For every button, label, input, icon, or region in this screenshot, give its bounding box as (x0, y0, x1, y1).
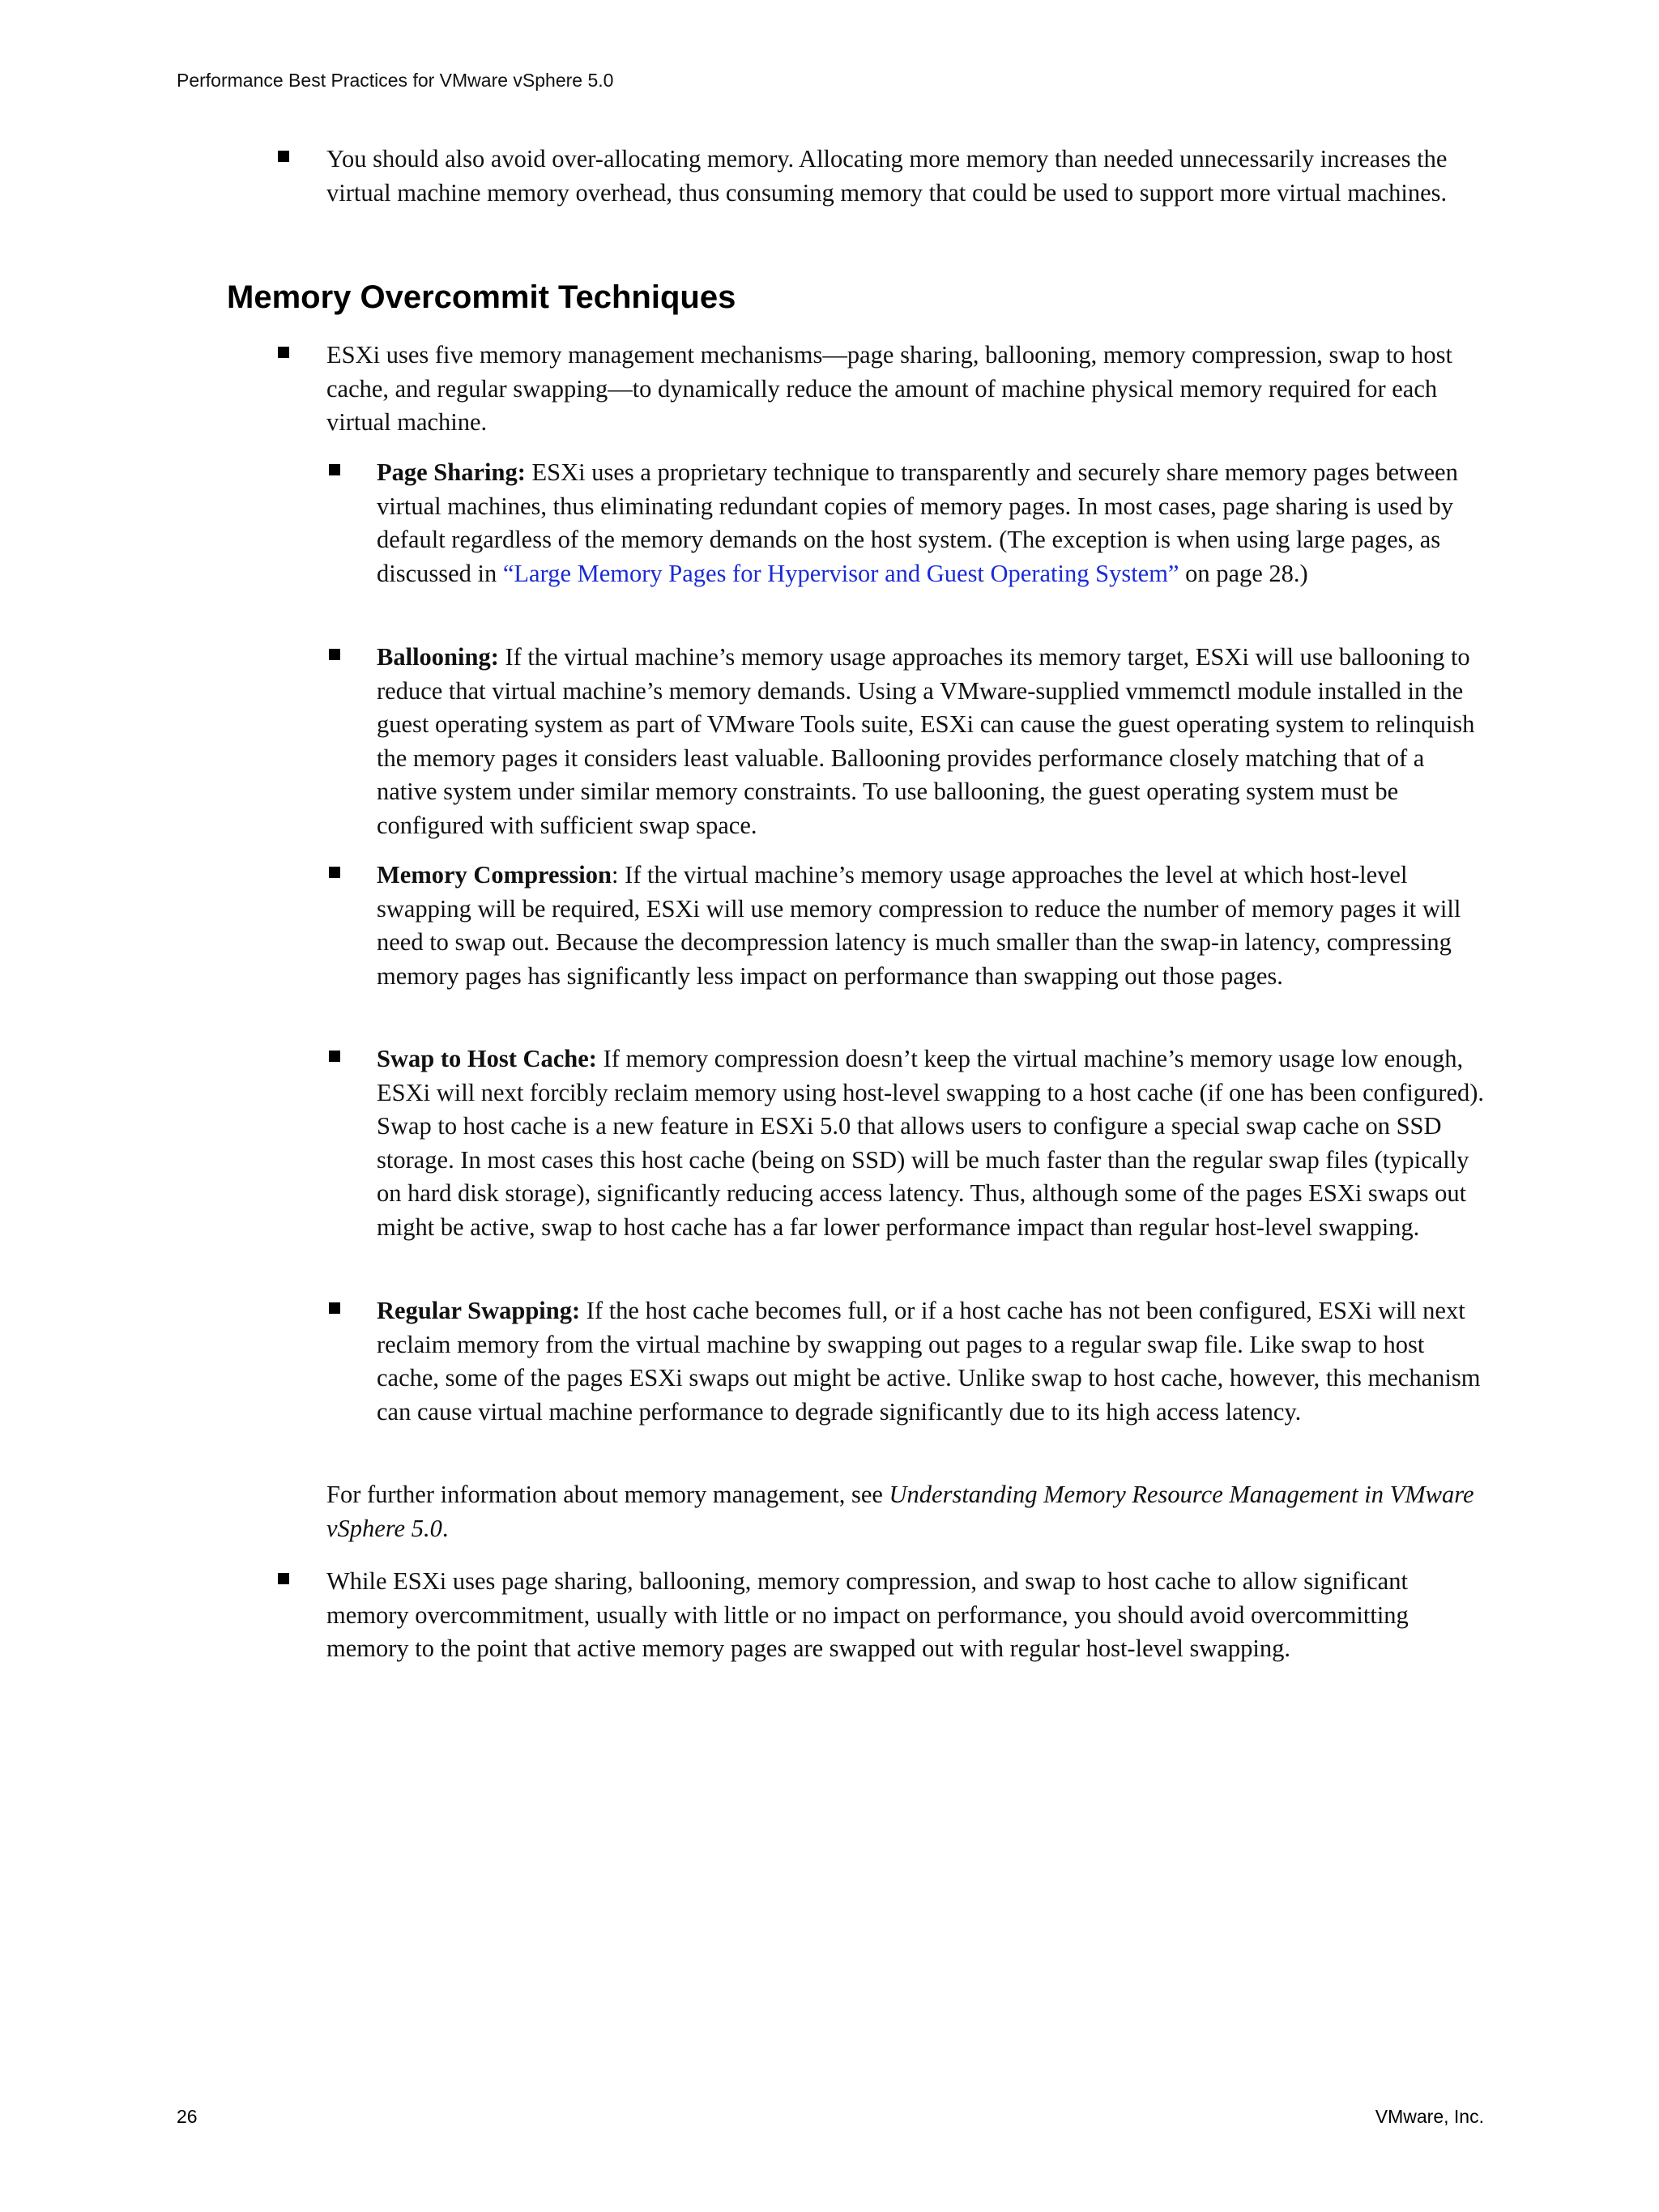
further-info-reference: Understanding Memory Resource Management in VMware vSphere 5.0 (326, 1481, 1474, 1542)
regular-swapping-term: Regular Swapping: (377, 1297, 581, 1324)
ballooning-term: Ballooning: (377, 643, 499, 671)
page-sharing-item (377, 456, 1486, 590)
swap-to-host-cache-term: Swap to Host Cache: (377, 1045, 597, 1072)
top-bullet-text: You should also avoid over-allocating memory. Allocating more memory than needed unnecessarily increases the virtual machine memory overhead, thus consuming memory that could be used to support more virtual machines. (326, 145, 1448, 207)
main-bullet-text: ESXi uses five memory management mechanisms—page sharing, ballooning, memory compression, swap to host cache, and regular swapping—to dynamically reduce the amount of machine physical memory required for each virtual machine. (326, 341, 1453, 437)
regular-swapping-text: If the host cache becomes full, or if a host cache has not been configured, ESXi will next reclaim memory from the virtual machine by swapping out pages to a regular swap file. Like swap to host cache, some of the pages ESXi swaps out might be active. Unlike swap to host cache, however, this mechanism can cause virtual machine performance to degrade significantly due to its high access latency. (377, 1297, 1481, 1426)
cross-reference-link[interactable]: “Large Memory Pages for Hypervisor and Guest Operating System” (502, 559, 1179, 587)
bullet-marker (278, 347, 289, 358)
page-sharing-term: Page Sharing: (377, 458, 526, 486)
sub-bullet-marker (329, 1302, 340, 1314)
bullet-marker (278, 1573, 289, 1584)
memory-compression-text: : If the virtual machine’s memory usage approaches the level at which host-level swapping will be required, ESXi will use memory compression to reduce the number of memory pages it will need to swap out. Because the decompression latency is much smaller than the swap-in latency, compressing memory pages has significantly less impact on performance than swapping out those pages. (377, 861, 1461, 990)
last-bullet-text: While ESXi uses page sharing, ballooning, memory compression, and swap to host cache to allow significant memory overcommitment, usually with little or no impact on performance, you should avoid overcommitting memory to the point that active memory pages are swapped out with regular host-level swapping. (326, 1567, 1409, 1663)
swap-to-host-cache-text: If memory compression doesn’t keep the virtual machine’s memory usage low enough, ESXi will next forcibly reclaim memory using host-level swapping to a host cache (if one has been configured). Swap to host cache is a new feature in ESXi 5.0 that allows users to configure a special swap cache on SSD storage. In most cases this host cache (being on SSD) will be much faster than the regular swap files (typically on hard disk storage), significantly reducing access latency. Thus, although some of the pages ESXi swaps out might be active, swap to host cache has a far lower performance impact than regular host-level swapping. (377, 1045, 1485, 1241)
sub-bullet-marker (329, 464, 340, 475)
memory-compression-item (377, 859, 1486, 993)
running-header: Performance Best Practices for VMware vSphere 5.0 (177, 70, 614, 91)
page-sharing-text: ESXi uses a proprietary technique to transparently and securely share memory pages between virtual machines, thus eliminating redundant copies of memory pages. In most cases, page sharing is used by default regardless of the memory demands on the host system. (The exception is when using large pages, as discussed in (377, 458, 1458, 587)
section-heading: Memory Overcommit Techniques (227, 279, 736, 315)
sub-bullet-marker (329, 649, 340, 660)
bullet-marker (278, 151, 289, 162)
ballooning-item (377, 641, 1486, 843)
page-number: 26 (177, 2106, 198, 2127)
further-info-prefix: For further information about memory management, see (326, 1481, 889, 1508)
further-info-suffix: . (441, 1514, 449, 1542)
swap-to-host-cache-item (377, 1042, 1486, 1245)
sub-bullet-marker (329, 1051, 340, 1062)
footer-company: VMware, Inc. (1375, 2106, 1484, 2127)
memory-compression-term: Memory Compression (377, 861, 612, 889)
ballooning-text: If the virtual machine’s memory usage approaches its memory target, ESXi will use ballooning to reduce that virtual machine’s memory demands. Using a VMware-supplied vmmemctl module installed in the guest operating system as part of VMware Tools suite, ESXi can cause the guest operating system to relinquish the memory pages it considers least valuable. Ballooning provides performance closely matching that of a native system under similar memory constraints. To use ballooning, the guest operating system must be configured with sufficient swap space. (377, 643, 1475, 839)
sub-bullet-marker (329, 867, 340, 878)
regular-swapping-item (377, 1294, 1486, 1429)
further-info-paragraph (326, 1478, 1485, 1545)
page-sharing-page-ref: on page 28.) (1179, 559, 1308, 587)
